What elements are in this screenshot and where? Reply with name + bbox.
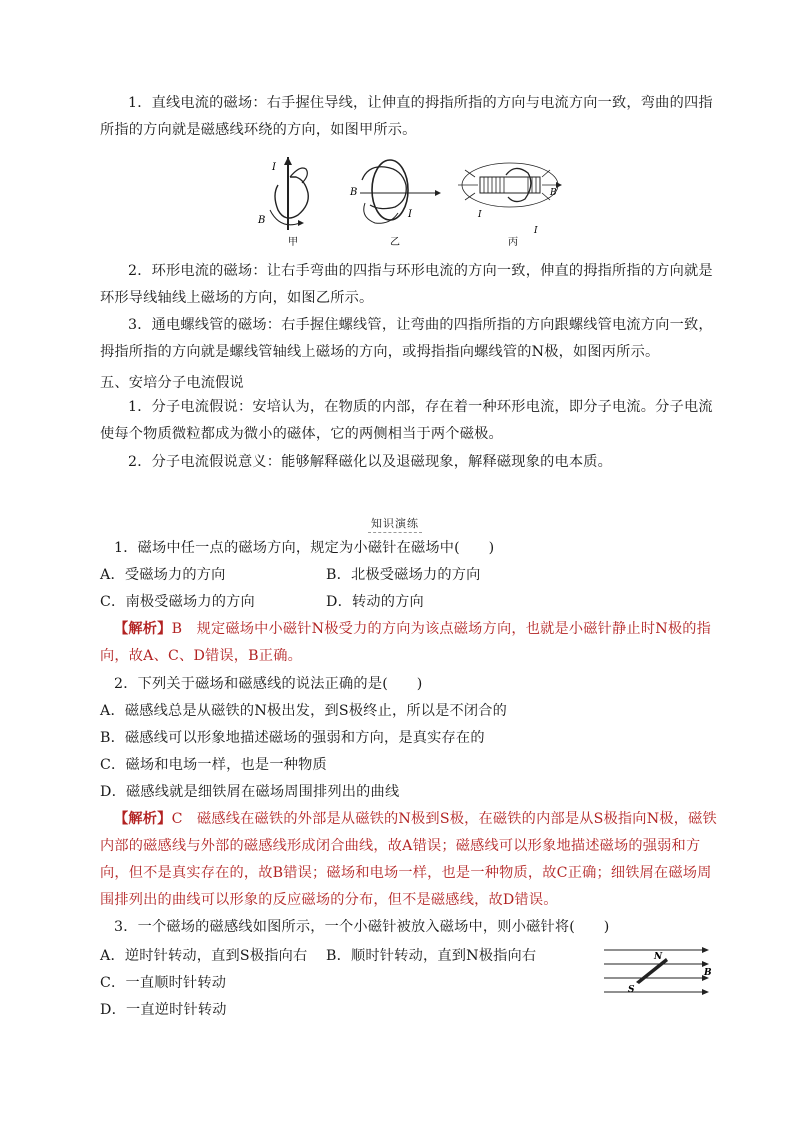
- label-I-jia: I: [272, 162, 276, 173]
- figure-yi: [349, 160, 441, 248]
- label-B-yi: B: [350, 187, 358, 198]
- q3-option-b: B．顺时针转动，直到N极指向右: [326, 948, 537, 964]
- q2-option-b: B．磁感线可以形象地描述磁场的强弱和方向，是真实存在的: [100, 730, 485, 746]
- needle-label-N: N: [654, 952, 663, 962]
- q2-analysis: [100, 806, 720, 914]
- label-B-bing: B: [550, 188, 557, 198]
- q3-option-a: A．逆时针转动，直到S极指向右: [100, 948, 308, 964]
- right-hand-rule-figures: [250, 155, 570, 250]
- paragraph-straight-current: 1．直线电流的磁场：右手握住导线，让伸直的拇指所指的方向与电流方向一致，弯曲的四指所指的方向就是磁感线环绕的方向，如图甲所示。: [100, 95, 713, 138]
- q2-option-c: C．磁场和电场一样，也是一种物质: [100, 757, 327, 773]
- label-I-bing-left: I: [478, 210, 482, 220]
- q1-analysis: [100, 616, 720, 670]
- q2-option-d: D．磁感线就是细铁屑在磁场周围排列出的曲线: [100, 784, 400, 800]
- q1-option-c: C．南极受磁场力的方向: [100, 594, 255, 610]
- q1-stem: 1．磁场中任一点的磁场方向，规定为小磁针在磁场中( ): [114, 540, 495, 556]
- caption-bing: 丙: [508, 237, 518, 248]
- q1-option-b: B．北极受磁场力的方向: [326, 567, 481, 583]
- q1-analysis-text: B 规定磁场中小磁针N极受力的方向为该点磁场方向，也就是小磁针静止时N极的指向，故A、C、D错误，B正确。: [100, 621, 711, 664]
- paragraph-ring-current: 2．环形电流的磁场：让右手弯曲的四指与环形电流的方向一致，伸直的拇指所指的方向就是环形导线轴线上磁场的方向，如图乙所示。: [100, 263, 713, 306]
- q2-analysis-tag: 【解析】: [114, 811, 172, 827]
- paragraph-solenoid: 3．通电螺线管的磁场：右手握住螺线管，让弯曲的四指所指的方向跟螺线管电流方向一致，拇指所指的方向就是螺线管轴线上磁场的方向，或拇指指向螺线管的N极，如图丙所示。: [100, 317, 713, 360]
- q2-option-a: A．磁感线总是从磁铁的N极出发，到S极终止，所以是不闭合的: [100, 703, 508, 719]
- caption-yi: 乙: [390, 237, 400, 248]
- heading-ampere-hypothesis: 五、安培分子电流假说: [100, 375, 244, 391]
- needle-label-S: S: [628, 985, 635, 995]
- q1-analysis-tag: 【解析】: [114, 621, 172, 637]
- q3-option-d: D．一直逆时针转动: [100, 1002, 227, 1018]
- q3-magnetic-field-figure: [602, 942, 717, 1002]
- q1-option-a: A．受磁场力的方向: [100, 567, 226, 583]
- q3-option-c: C．一直顺时针转动: [100, 975, 227, 991]
- figure-bing: [458, 163, 562, 248]
- figure-jia: [257, 157, 308, 248]
- q1-option-d: D．转动的方向: [326, 594, 424, 610]
- q2-stem: 2．下列关于磁场和磁感线的说法正确的是( ): [114, 676, 423, 692]
- practice-section-title: 知识演练: [368, 514, 422, 533]
- field-label-B: B: [704, 968, 712, 978]
- compass-needle: [636, 958, 668, 984]
- paragraph-hypothesis-meaning: 2．分子电流假说意义：能够解释磁化以及退磁现象，解释磁现象的电本质。: [128, 454, 613, 470]
- caption-jia: 甲: [288, 237, 298, 248]
- label-I-yi: I: [408, 209, 412, 220]
- label-I-bing-right: I: [534, 226, 538, 236]
- q3-stem: 3．一个磁场的磁感线如图所示，一个小磁针被放入磁场中，则小磁针将( ): [114, 919, 610, 935]
- paragraph-molecular-current: 1．分子电流假说：安培认为，在物质的内部，存在着一种环形电流，即分子电流。分子电流使每个物质微粒都成为微小的磁体，它的两侧相当于两个磁极。: [100, 399, 713, 442]
- label-B-jia: B: [258, 215, 266, 226]
- q2-analysis-text: C 磁感线在磁铁的外部是从磁铁的N极到S极，在磁铁的内部是从S极指向N极，磁铁内部的磁感线与外部的磁感线形成闭合曲线，故A错误；磁感线可以形象地描述磁场的强弱和方向，但不是真实存在的，故B错误；磁场和电场一样，也是一种物质，故C正确；细铁屑在磁场周围排列出的曲线可以形象的反应磁场的分布，但不是磁感线，故D错误。: [100, 811, 717, 908]
